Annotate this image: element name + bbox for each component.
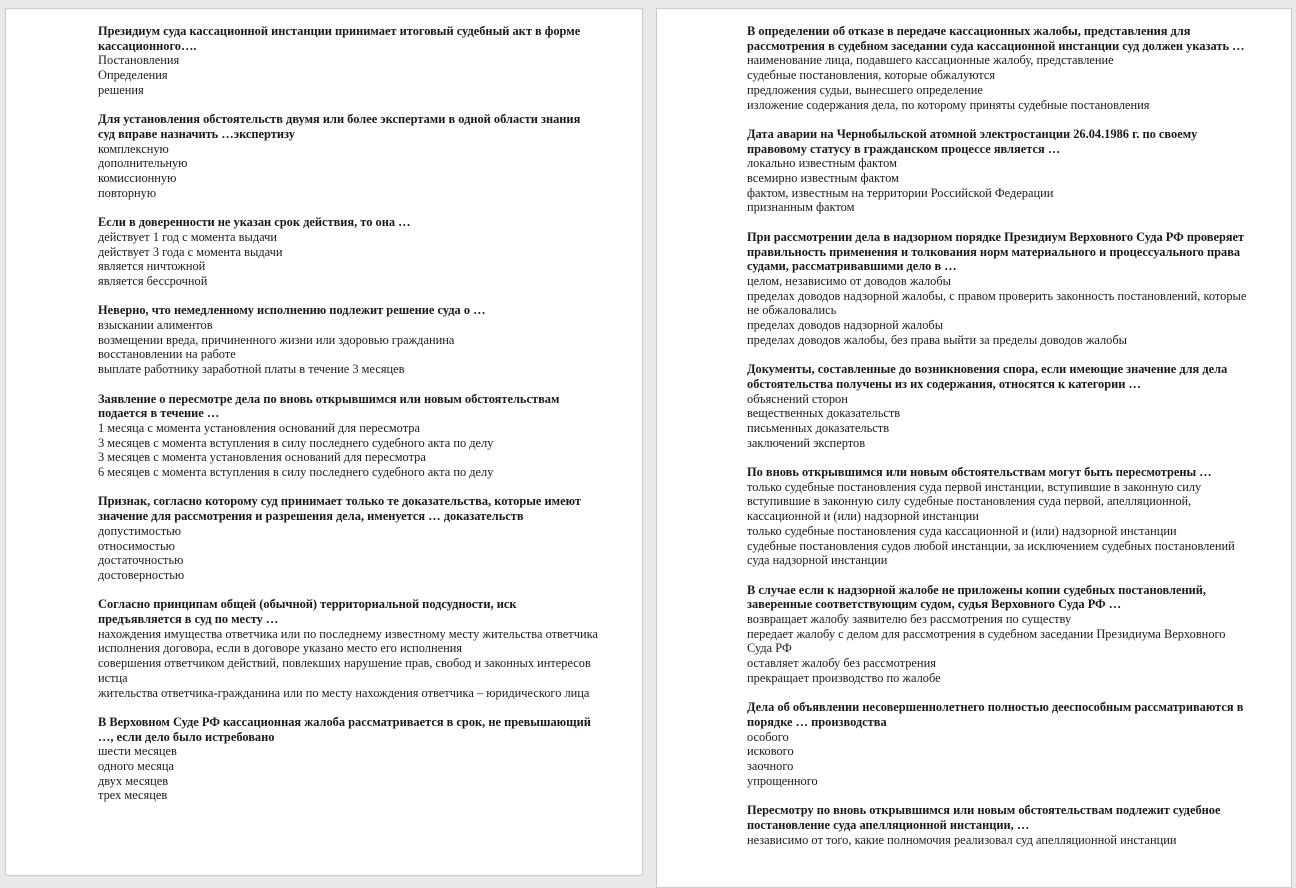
answer-option: 3 месяцев с момента вступления в силу последнего судебного акта по делу — [98, 435, 494, 450]
question-block — [98, 392, 598, 480]
answer-options — [747, 53, 1252, 112]
document-page-left — [5, 8, 643, 876]
answer-option: передает жалобу с делом для рассмотрения в судебном заседании Президиума Верховного Суда РФ — [747, 626, 1226, 656]
question-block — [98, 112, 598, 200]
answer-option: допустимостью — [98, 523, 182, 538]
answer-option: письменных доказательств — [747, 420, 890, 435]
answer-option: судебные постановления судов любой инстанции, за исключением судебных постановлений суда надзорной инстанции — [747, 538, 1235, 568]
answer-options — [98, 524, 598, 583]
answer-option: восстановлении на работе — [98, 347, 236, 362]
answer-options — [747, 392, 1252, 451]
answer-option: всемирно известным фактом — [747, 171, 899, 186]
answer-options — [98, 744, 598, 803]
answer-option: дополнительную — [98, 156, 188, 171]
question-text: Дела об объявлении несовершеннолетнего полностью дееспособным рассматриваются в порядке … производства — [747, 700, 1244, 729]
answer-option: заочного — [747, 759, 794, 774]
answer-option: повторную — [98, 185, 157, 200]
question-block — [98, 715, 598, 803]
answer-option: целом, независимо от доводов жалобы — [747, 273, 952, 288]
answer-options — [747, 730, 1252, 789]
question-text: Пересмотру по вновь открывшимся или новым обстоятельствам подлежит судебное постановление суда апелляционной инстанции, … — [747, 803, 1221, 832]
answer-option: Постановления — [98, 53, 180, 68]
question-text: Согласно принципам общей (обычной) территориальной подсудности, иск предъявляется в суд по месту … — [98, 597, 517, 627]
answer-options — [98, 627, 598, 701]
question-text: Заявление о пересмотре дела по вновь открывшимся или новым обстоятельствам подается в течение … — [98, 391, 560, 421]
question-block — [747, 700, 1252, 788]
answer-option: фактом, известным на территории Российской Федерации — [747, 185, 1054, 200]
question-block — [98, 494, 598, 582]
question-text: Президиум суда кассационной инстанции принимает итоговый судебный акт в форме кассационного…. — [98, 24, 581, 53]
question-text: Документы, составленные до возникновения спора, если имеющие значение для дела обстоятельства получены из их содержания, относятся к категории … — [747, 362, 1228, 391]
question-block — [747, 24, 1252, 112]
answer-option: является бессрочной — [98, 273, 208, 288]
document-page-right — [656, 8, 1292, 888]
answer-option: возмещении вреда, причиненного жизни или здоровью гражданина — [98, 332, 455, 347]
answer-option: пределах доводов надзорной жалобы — [747, 318, 944, 333]
answer-option: 3 месяцев с момента установления оснований для пересмотра — [98, 450, 426, 465]
question-text: Дата аварии на Чернобыльской атомной электростанции 26.04.1986 г. по своему правовому статусу в гражданском процессе является … — [747, 126, 1198, 156]
answer-options — [98, 230, 598, 289]
question-text: Неверно, что немедленному исполнению подлежит решение суда о … — [98, 303, 486, 318]
answer-option: комиссионную — [98, 171, 177, 186]
answer-option: вступившие в законную силу судебные постановления суда первой, апелляционной, кассационной и (или) надзорной инстанции — [747, 494, 1192, 524]
answer-option: предложения судьи, вынесшего определение — [747, 82, 983, 97]
question-text: По вновь открывшимся или новым обстоятельствам могут быть пересмотрены … — [747, 465, 1212, 480]
answer-options — [747, 612, 1252, 686]
answer-options — [747, 833, 1252, 848]
question-block — [98, 303, 598, 377]
question-text: В Верховном Суде РФ кассационная жалоба рассматривается в срок, не превышающий …, если дело было истребовано — [98, 714, 591, 744]
question-block — [747, 230, 1252, 348]
answer-option: взыскании алиментов — [98, 318, 213, 333]
answer-option: одного месяца — [98, 759, 175, 774]
answer-option: шести месяцев — [98, 744, 177, 759]
answer-option: изложение содержания дела, по которому приняты судебные постановления — [747, 97, 1150, 112]
answer-option: является ничтожной — [98, 259, 206, 274]
answer-option: наименование лица, подавшего кассационные жалобу, представление — [747, 53, 1114, 68]
answer-option: действует 1 год с момента выдачи — [98, 229, 278, 244]
answer-option: нахождения имущества ответчика или по последнему известному месту жительства ответчика — [98, 626, 598, 641]
question-text: В случае если к надзорной жалобе не приложены копии судебных постановлений, заверенные соответствующим судом, судья Верховного Суда РФ … — [747, 582, 1207, 612]
answer-option: двух месяцев — [98, 773, 169, 788]
question-block — [98, 597, 598, 700]
question-block — [98, 24, 598, 98]
answer-option: независимо от того, какие полномочия реализовал суд апелляционной инстанции — [747, 832, 1177, 847]
answer-option: локально известным фактом — [747, 156, 897, 171]
answer-option: жительства ответчика-гражданина или по месту нахождения ответчика – юридического лица — [98, 685, 590, 700]
question-block — [747, 583, 1252, 686]
answer-option: действует 3 года с момента выдачи — [98, 244, 283, 259]
question-text: Если в доверенности не указан срок действия, то она … — [98, 215, 411, 230]
answer-option: достаточностью — [98, 553, 184, 568]
answer-option: оставляет жалобу без рассмотрения — [747, 656, 936, 671]
answer-options — [98, 318, 598, 377]
answer-option: заключений экспертов — [747, 435, 866, 450]
answer-option: 1 месяца с момента установления оснований для пересмотра — [98, 420, 420, 435]
question-block — [747, 362, 1252, 450]
answer-options — [747, 274, 1252, 348]
answer-option: комплексную — [98, 141, 169, 156]
question-block — [747, 465, 1252, 568]
question-block — [98, 215, 598, 289]
question-text: Для установления обстоятельств двумя или более экспертами в одной области знания суд вправе назначить …экспертизу — [98, 112, 581, 141]
answer-option: Определения — [98, 68, 168, 83]
answer-option: относимостью — [98, 538, 175, 553]
answer-option: объяснений сторон — [747, 391, 848, 406]
answer-option: искового — [747, 744, 794, 759]
answer-option: выплате работнику заработной платы в течение 3 месяцев — [98, 362, 405, 377]
answer-option: признанным фактом — [747, 200, 855, 215]
question-block — [747, 803, 1252, 847]
answer-option: исполнения договора, если в договоре указано место его исполнения — [98, 641, 463, 656]
answer-options — [98, 53, 598, 97]
answer-option: особого — [747, 729, 789, 744]
answer-option: пределах доводов надзорной жалобы, с правом проверить законность постановлений, которые не обжаловались — [747, 288, 1247, 318]
answer-option: достоверностью — [98, 567, 185, 582]
question-block — [747, 127, 1252, 215]
answer-option: только судебные постановления суда кассационной и (или) надзорной инстанции — [747, 523, 1177, 538]
answer-options — [747, 156, 1252, 215]
question-text: При рассмотрении дела в надзорном порядке Президиум Верховного Суда РФ проверяет правильность применения и толкования норм материального и процессуального права судами, рассматривавшими дело в … — [747, 229, 1245, 274]
answer-option: трех месяцев — [98, 788, 168, 803]
answer-option: совершения ответчиком действий, повлекших нарушение прав, свобод и законных интересов истца — [98, 656, 591, 685]
answer-option: прекращает производство по жалобе — [747, 670, 941, 685]
answer-option: возвращает жалобу заявителю без рассмотрения по существу — [747, 612, 1072, 627]
page-content — [98, 24, 598, 818]
answer-option: только судебные постановления суда первой инстанции, вступившие в законную силу — [747, 479, 1202, 494]
answer-option: решения — [98, 82, 144, 97]
answer-option: пределах доводов жалобы, без права выйти за пределы доводов жалобы — [747, 332, 1128, 347]
answer-options — [747, 480, 1252, 568]
page-content — [747, 24, 1252, 862]
answer-option: судебные постановления, которые обжалуются — [747, 68, 996, 83]
answer-options — [98, 421, 598, 480]
answer-options — [98, 142, 598, 201]
answer-option: вещественных доказательств — [747, 406, 901, 421]
question-text: В определении об отказе в передаче кассационных жалобы, представления для рассмотрения в судебном заседании суда кассационной инстанции суд должен указать … — [747, 24, 1245, 53]
answer-option: упрощенного — [747, 773, 818, 788]
answer-option: 6 месяцев с момента вступления в силу последнего судебного акта по делу — [98, 465, 494, 480]
question-text: Признак, согласно которому суд принимает только те доказательства, которые имеют значение для рассмотрения и разрешения дела, именуется … доказательств — [98, 494, 581, 524]
